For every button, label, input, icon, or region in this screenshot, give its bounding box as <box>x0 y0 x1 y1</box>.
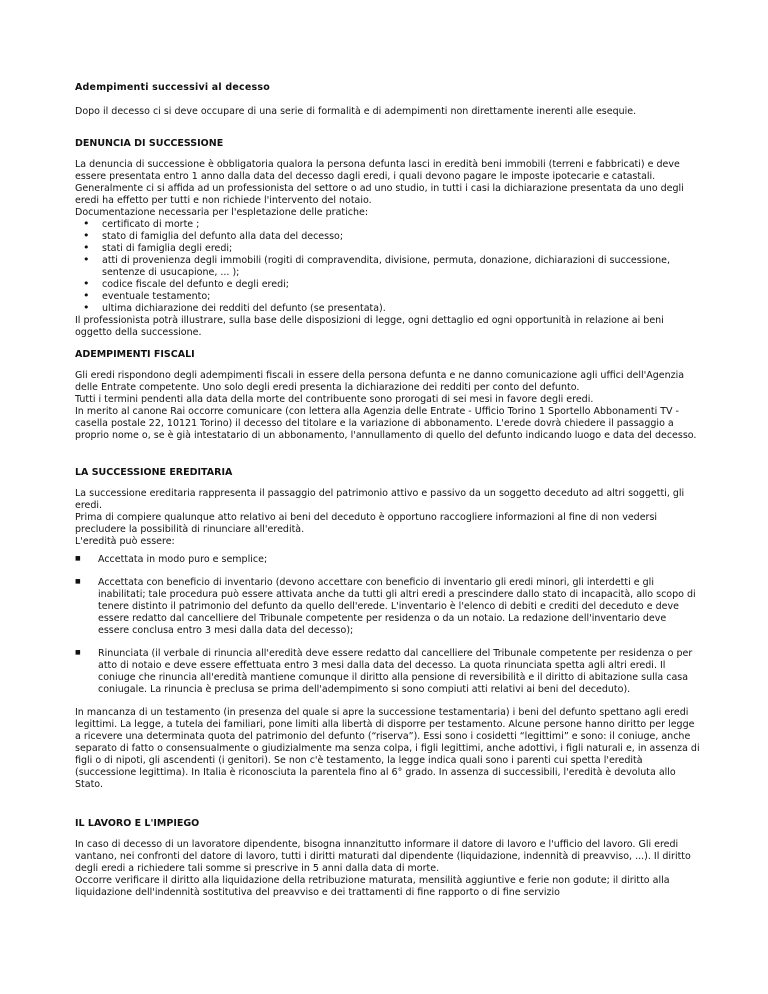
paragraph: La successione ereditaria rappresenta il passaggio del patrimonio attivo e passivo da un soggetto deceduto ad altri soggetti, gli eredi. <box>75 488 685 511</box>
paragraph: In merito al canone Rai occorre comunicare (con lettera alla Agenzia delle Entrate - Ufficio Torino 1 Sportello Abbonamenti TV - casella postale 22, 10121 Torino) il decesso del titolare e la variazione di abbonamento. L'erede dovrà chiedere il passaggio a proprio nome o, se è già intestatario di un abbonamento, l'annullamento di quello del defunto indicando luogo e data del decesso. <box>75 406 697 441</box>
list-item: • eventuale testamento; <box>83 291 700 303</box>
section-denuncia-successione <box>75 138 700 339</box>
list-item: • ultima dichiarazione dei redditi del defunto (se presentata). <box>83 303 700 315</box>
paragraph: In caso di decesso di un lavoratore dipendente, bisogna innanzitutto informare il datore di lavoro e l'ufficio del lavoro. Gli eredi vantano, nei confronti del datore di lavoro, tutti i diritti maturati dal dipendente (liquidazione, indennità di preavviso, ...). Il diritto degli eredi a richiedere tali somme si prescrive in 5 anni dalla data di morte. <box>75 839 691 874</box>
section-heading: IL LAVORO E L'IMPIEGO <box>75 818 200 829</box>
list-item: • stato di famiglia del defunto alla data del decesso; <box>83 231 700 243</box>
paragraph: Gli eredi rispondono degli adempimenti fiscali in essere della persona defunta e ne danno comunicazione agli uffici dell'Agenzia delle Entrate competente. Uno solo degli eredi presenta la dichiarazione dei redditi per conto del defunto. <box>75 370 685 393</box>
paragraph: Tutti i termini pendenti alla data della morte del contribuente sono prorogati di sei mesi in favore degli eredi. <box>75 394 594 405</box>
list-item: • certificato di morte ; <box>83 219 700 231</box>
list-item: • atti di provenienza degli immobili (rogiti di compravendita, divisione, permuta, donazione, dichiarazioni di successione, sentenze di usucapione, ... ); <box>83 255 700 279</box>
paragraph: Il professionista potrà illustrare, sulla base delle disposizioni di legge, ogni dettaglio ed ogni opportunità in relazione ai beni oggetto della successione. <box>75 315 664 338</box>
section-adempimenti-fiscali <box>75 349 700 442</box>
list-item: ■ Rinunciata (il verbale di rinuncia all'eredità deve essere redatto dal cancelliere del Tribunale competente per residenza o per atto di notaio e deve essere effettuata entro 3 mesi dalla data del decesso. La quota rinunciata spetta agli altri eredi. Il coniuge che rinuncia all'eredità mantiene comunque il diritto alla pensione di reversibilità e il diritto di abitazione sulla casa coniugale. La rinuncia è preclusa se prima dell'adempimento si sono compiuti atti relativi ai beni del deceduto). <box>75 648 700 696</box>
list-item: • codice fiscale del defunto e degli eredi; <box>83 279 700 291</box>
paragraph: In mancanza di un testamento (in presenza del quale si apre la successione testamentaria) i beni del defunto spettano agli eredi legittimi. La legge, a tutela dei familiari, pone limiti alla libertà di disporre per testamento. Alcune persone hanno diritto per legge a ricevere una determinata quota del patrimonio del defunto (“riserva”). Essi sono i cosidetti “legittimi” e sono: il coniuge, anche separato di fatto o consensualmente o giudizialmente ma senza colpa, i figli legittimi, anche adottivi, i figli naturali e, in assenza di figli o di nipoti, gli ascendenti (i genitori). Se non c'è testamento, la legge indica quali sono i parenti cui spetta l'eredità (successione legittima). In Italia è riconosciuta la parentela fino al 6° grado. In assenza di successibili, l'eredità è devoluta allo Stato. <box>75 707 700 790</box>
document-title: Adempimenti successivi al decesso <box>75 82 270 93</box>
section-heading: LA SUCCESSIONE EREDITARIA <box>75 467 233 478</box>
paragraph: Documentazione necessaria per l'espletazione delle pratiche: <box>75 207 369 218</box>
documents-list <box>75 219 700 315</box>
section-heading: ADEMPIMENTI FISCALI <box>75 349 195 360</box>
paragraph: Occorre verificare il diritto alla liquidazione della retribuzione maturata, mensilità aggiuntive e ferie non godute; il diritto alla liquidazione dell'indennità sostitutiva del preavviso e dei trattamenti di fine rapporto o di fine servizio <box>75 875 670 898</box>
list-item: ■ Accettata in modo puro e semplice; <box>75 554 700 566</box>
section-heading: DENUNCIA DI SUCCESSIONE <box>75 138 224 149</box>
paragraph: La denuncia di successione è obbligatoria qualora la persona defunta lasci in eredità beni immobili (terreni e fabbricati) e deve essere presentata entro 1 anno dalla data del decesso dagli eredi, i quali devono pagare le imposte ipotecarie e catastali. Generalmente ci si affida ad un professionista del settore o ad uno studio, in tutti i casi la dichiarazione presentata da uno degli eredi ha effetto per tutti e non richiede l'intervento del notaio. <box>75 159 684 206</box>
list-item: ■ Accettata con beneficio di inventario (devono accettare con beneficio di inventario gli eredi minori, gli interdetti e gli inabilitati; tale procedura può essere attivata anche da tutti gli altri eredi a prescindere dallo stato di incapacità, allo scopo di tenere distinto il patrimonio del defunto da quello dell'erede. L'inventario è l'elenco di debiti e crediti del deceduto e deve essere redatto dal cancelliere del Tribunale competente per residenza o da un notaio. La redazione dell'inventario deve essere conclusa entro 3 mesi dalla data del decesso); <box>75 577 700 637</box>
section-successione-ereditaria <box>75 467 700 791</box>
paragraph: Prima di compiere qualunque atto relativo ai beni del deceduto è opportuno raccogliere informazioni al fine di non vedersi precludere la possibilità di rinunciare all'eredità. <box>75 512 658 535</box>
list-item: • stati di famiglia degli eredi; <box>83 243 700 255</box>
section-lavoro-impiego <box>75 818 700 899</box>
inheritance-options-list <box>75 554 700 696</box>
paragraph: L'eredità può essere: <box>75 536 175 547</box>
intro-paragraph: Dopo il decesso ci si deve occupare di una serie di formalità e di adempimenti non direttamente inerenti alle esequie. <box>75 106 637 117</box>
